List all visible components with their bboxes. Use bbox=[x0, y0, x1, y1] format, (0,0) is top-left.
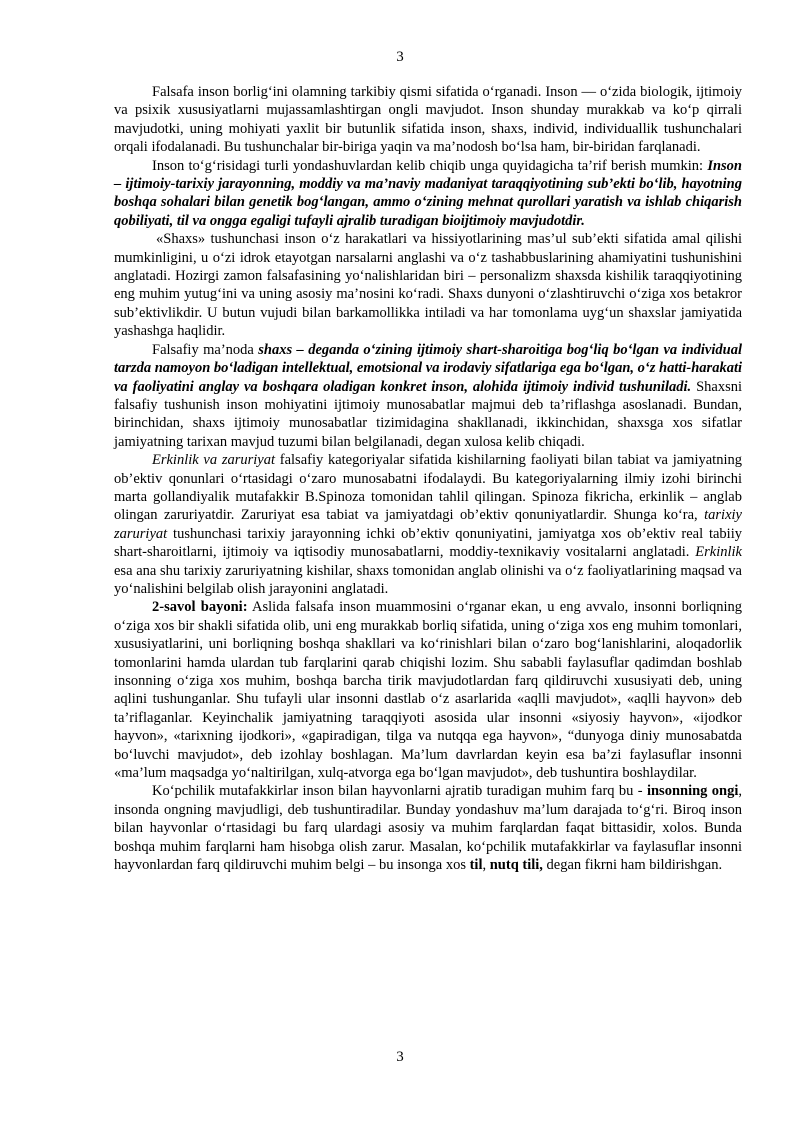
paragraph bbox=[114, 341, 742, 451]
text-run: , bbox=[482, 857, 490, 874]
paragraph bbox=[114, 598, 742, 782]
italic-text-run: Erkinlik bbox=[695, 544, 742, 561]
document-body bbox=[114, 83, 742, 874]
paragraph bbox=[114, 157, 742, 231]
page-number-bottom: 3 bbox=[396, 1049, 404, 1065]
text-run: Falsafiy ma’noda bbox=[152, 341, 259, 358]
italic-text-run: tarixiy zaruriyat bbox=[114, 507, 742, 542]
bold-text-run: 2-savol bayoni: bbox=[152, 599, 248, 616]
italic-text-run: Erkinlik va zaruriyat bbox=[152, 452, 276, 469]
bold-text-run: insonning ongi bbox=[646, 783, 739, 800]
paragraph bbox=[114, 230, 742, 340]
paragraph bbox=[114, 83, 742, 157]
text-run: Falsafa inson borlig‘ini olamning tarkibiy qismi sifatida o‘rganadi. Inson — o‘zida biologik, ijtimoiy va psixik xususiyatlarni mujassamlashtirgan ongli mavjudot. Inson shunday murakkab va ko‘p qirrali mavjudotki, uning mohiyati yaxlit bir butunlik sifatida inson, shaxs, individ, individuallik tushunchalari orqali ifodalanadi. Bu tushunchalar bir-biriga yaqin va ma’nodosh bo‘lsa ham, bir-biridan farqlanadi. bbox=[114, 84, 742, 156]
paragraph bbox=[114, 451, 742, 598]
text-run: Ko‘pchilik mutafakkirlar inson bilan hayvonlarni ajratib turadigan muhim farq bu - bbox=[152, 783, 647, 800]
paragraph bbox=[114, 782, 742, 874]
text-run: Shaxsni falsafiy tushunish inson mohiyatini ijtimoiy munosabatlar majmui deb ta’riflashga asoslanadi. Bundan, birinchidan, shaxs ijtimoiy munosabatlar tizimidagina shakllanadi, ikkinchidan, shaxsga xos sifatlar jamiyatning tarixan mavjud tuzumi bilan belgilanadi, degan xulosa kelib chiqadi. bbox=[114, 378, 742, 450]
text-run: falsafiy kategoriyalar sifatida kishilarning faoliyati bilan tabiat va jamiyatning ob’ektiv qonunlari o‘rtasidagi o‘zaro munosabatni ifodalaydi. Bu kategoriyalarning ilmiy izohi birinchi marta gollandiyalik mutafakkir B.Spinoza tomonidan tahlil qilingan. Spinoza fikricha, erkinlik – anglab olingan zaruriyatdir. Zaruriyat esa tabiat va jamiyatdagi ob’ektiv qonuniyatlardir. Shunga ko‘ra, bbox=[114, 452, 742, 524]
text-run: «Shaxs» tushunchasi inson o‘z harakatlari va hissiyotlarining mas’ul sub’ekti sifatida amal qilishi mumkinligini, u o‘zi idrok etayotgan narsalarni anglashi va o‘z tashabbuslarining ahamiyatini tushunishini anglatadi. Hozirgi zamon falsafasining yo‘nalishlaridan biri – personalizm shaxsda kishilik taraqqiyotining eng muhim yutug‘ini va uning asosiy ma’nosini ko‘radi. Shaxs dunyoni o‘zlashtiruvchi o‘ziga xos betakror sub’ektivlikdir. U butun vujudi bilan barkamollikka intiladi va har tomonlama uyg‘un shaxslar jamiyatida yashashga haqlidir. bbox=[114, 231, 742, 340]
bold-italic-text-run: Inson – ijtimoiy-tarixiy jarayonning, moddiy va ma’naviy madaniyat taraqqiyotining sub’ekti bo‘lib, hayotning boshqa sohalari bilan genetik bog‘langan, ammo o‘zining mehnat qurollari yaratish va ishlab chiqarish qobiliyati, til va ongga egaligi tufayli ajralib turadigan bioijtimoiy mavjudotdir. bbox=[114, 157, 742, 229]
text-run: tushunchasi tarixiy jarayonning ichki ob’ektiv qonuniyatini, jamiyatga xos ob’ektiv real tabiiy shart-sharoitlarni, ijtimoiy va iqtisodiy munosabatlarni, moddiy-texnikaviy vositalarni anglatadi. bbox=[114, 525, 742, 561]
bold-text-run: nutq tili, bbox=[489, 857, 543, 874]
page-number-top: 3 bbox=[396, 49, 404, 65]
text-run: Inson to‘g‘risidagi turli yondashuvlardan kelib chiqib unga quyidagicha ta’rif berish mumkin: bbox=[152, 157, 708, 174]
text-run: esa ana shu tarixiy zaruriyatning kishilar, shaxs tomonidan anglab olinishi va o‘z faoliyatlarining maqsad va yo‘nalishini belgilab olish jarayonini anglatadi. bbox=[114, 562, 742, 597]
text-run: , insonda ongning mavjudligi, deb tushuntiradilar. Bunday yondashuv ma’lum darajada to‘g‘ri. Biroq inson bilan hayvonlar o‘rtasidagi bu farq ulardagi asosiy va muhim farqlardan faqat bittasidir, xolos. Bunda boshqa muhim farqlarni ham hisobga olish zarur. Masalan, ko‘pchilik mutafakkirlar va faylasuflar insonni hayvonlardan farq qildiruvchi muhim belgi – bu insonga xos bbox=[114, 783, 742, 874]
text-run: degan fikrni ham bildirishgan. bbox=[542, 857, 723, 874]
text-run: Aslida falsafa inson muammosini o‘rganar ekan, u eng avvalo, insonni borliqning o‘ziga xos bir shakli sifatida olib, uni eng murakkab borliq sifatida, uning o‘ziga xos eng muhim tomonlari, xususiyatlarini, uni borliqning boshqa shakllari va ko‘rinishlari bilan o‘zaro bog‘lanishlarini, aloqadorlik tomonlarini hamda ulardan tub farqlarini qarab chiqishi lozim. Shu sababli faylasuflar qadimdan boshlab insonning o‘ziga xos muhim, boshqa barcha tirik mavjudotlardan farq qildiruvchi xususiyati deb, uning aqlini tushunganlar. Shu tufayli ular insonni dastlab o‘z asarlarida «aqlli mavjudot», «aqlli hayvon» deb ta’riflaganlar. Keyinchalik jamiyatning taraqqiyoti asosida ular insonni «siyosiy hayvon», «ijodkor hayvon», «tarixning ijodkori», «gapiradigan, tilga va nutqqa ega hayvon», “dunyoga diniy munosabatda bo‘luvchi mavjudot», deb izohlay boshlagan. Ma’lum davrlardan keyin esa ba’zi faylasuflar insonni «ma’lum maqsadga yo‘naltirilgan, xulq-atvorga ega bo‘lgan mavjudot», deb tushuntira boshlaydilar. bbox=[114, 599, 742, 782]
bold-italic-text-run: shaxs – deganda o‘zining ijtimoiy shart-sharoitiga bog‘liq bo‘lgan va individual tarzda namoyon bo‘ladigan intellektual, emotsional va irodaviy sifatlariga ega bo‘lgan, o‘z hatti-harakati va faoliyatini anglay va boshqara oladigan konkret inson, alohida ijtimoiy individ tushuniladi. bbox=[114, 341, 742, 395]
bold-text-run: til bbox=[469, 857, 483, 874]
